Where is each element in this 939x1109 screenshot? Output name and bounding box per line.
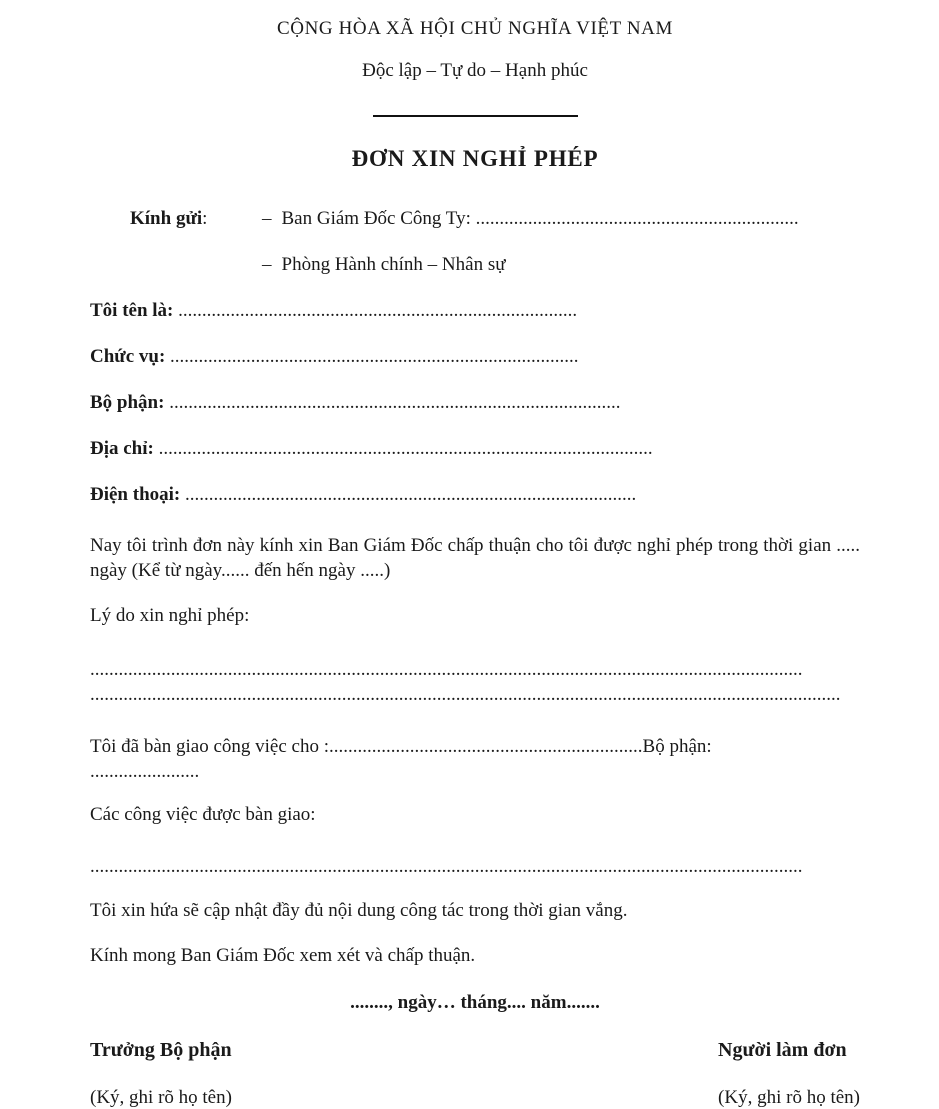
appeal-line: Kính mong Ban Giám Đốc xem xét và chấp thuận. — [90, 945, 476, 966]
recipient-line-1-dots: .................................................................... — [475, 208, 799, 229]
field-row-position — [90, 346, 860, 368]
signature-area — [90, 1039, 860, 1109]
signer-left-note: (Ký, ghi rõ họ tên) — [90, 1087, 232, 1108]
reason-dots-line-2: .............................................................................................................................................................. — [90, 684, 841, 705]
field-label: Điện thoại: — [90, 484, 181, 505]
request-paragraph: Nay tôi trình đơn này kính xin Ban Giám Đốc chấp thuận cho tôi được nghỉ phép trong thời gian ..... ngày (Kể từ ngày...... đến hến ngày .....) — [90, 535, 860, 581]
tasks-dots-line: ...................................................................................................................................................... — [90, 856, 803, 877]
recipient-line-2 — [130, 254, 860, 276]
field-row-name — [90, 300, 860, 322]
field-dots: ............................................................................................... — [169, 392, 621, 413]
header-divider — [373, 115, 578, 117]
national-motto: Độc lập – Tự do – Hạnh phúc — [362, 60, 588, 81]
handover-dots: .................................................................. — [329, 736, 643, 757]
promise-line: Tôi xin hứa sẽ cập nhật đầy đủ nội dung công tác trong thời gian vắng. — [90, 900, 628, 921]
form-title: ĐƠN XIN NGHỈ PHÉP — [351, 146, 599, 171]
dash-bullet: – — [262, 254, 272, 275]
field-label: Địa chỉ: — [90, 438, 154, 459]
recipient-line-2-text: Phòng Hành chính – Nhân sự — [281, 254, 506, 275]
field-label: Bộ phận: — [90, 392, 165, 413]
tasks-label: Các công việc được bàn giao: — [90, 804, 316, 825]
recipient-line-1 — [130, 208, 860, 230]
handover-line-1: Tôi đã bàn giao công việc cho :..................................................................Bộ phận: — [90, 736, 712, 757]
national-header: CỘNG HÒA XÃ HỘI CHỦ NGHĨA VIỆT NAM — [276, 18, 673, 39]
reason-label: Lý do xin nghỉ phép: — [90, 605, 250, 626]
field-label: Chức vụ: — [90, 346, 166, 367]
signer-right-note: (Ký, ghi rõ họ tên) — [718, 1087, 860, 1108]
signature-left-column — [90, 1039, 232, 1109]
field-dots: ............................................................................................... — [185, 484, 637, 505]
handover-dept-label: Bộ phận: — [642, 736, 712, 757]
reason-dots-block — [90, 657, 860, 707]
date-line: ........, ngày… tháng.... năm....... — [350, 992, 600, 1013]
field-row-phone — [90, 484, 860, 506]
field-dots: ........................................................................................................ — [158, 438, 653, 459]
signature-right-column — [718, 1039, 860, 1109]
handover-block — [90, 734, 860, 784]
reason-dots-line-1: ...................................................................................................................................................... — [90, 659, 803, 680]
field-dots: ...................................................................................... — [170, 346, 579, 367]
signer-right-title: Người làm đơn — [718, 1039, 847, 1061]
signer-left-title: Trưởng Bộ phận — [90, 1039, 232, 1061]
field-dots: .................................................................................... — [178, 300, 578, 321]
recipient-label: Kính gửi: — [130, 208, 208, 229]
field-row-department — [90, 392, 860, 414]
handover-line-2: ....................... — [90, 761, 200, 782]
field-label: Tôi tên là: — [90, 300, 174, 321]
dash-bullet: – — [262, 208, 272, 229]
field-row-address — [90, 438, 860, 460]
recipient-block — [130, 208, 860, 276]
recipient-line-1-text: Ban Giám Đốc Công Ty: — [281, 208, 476, 229]
